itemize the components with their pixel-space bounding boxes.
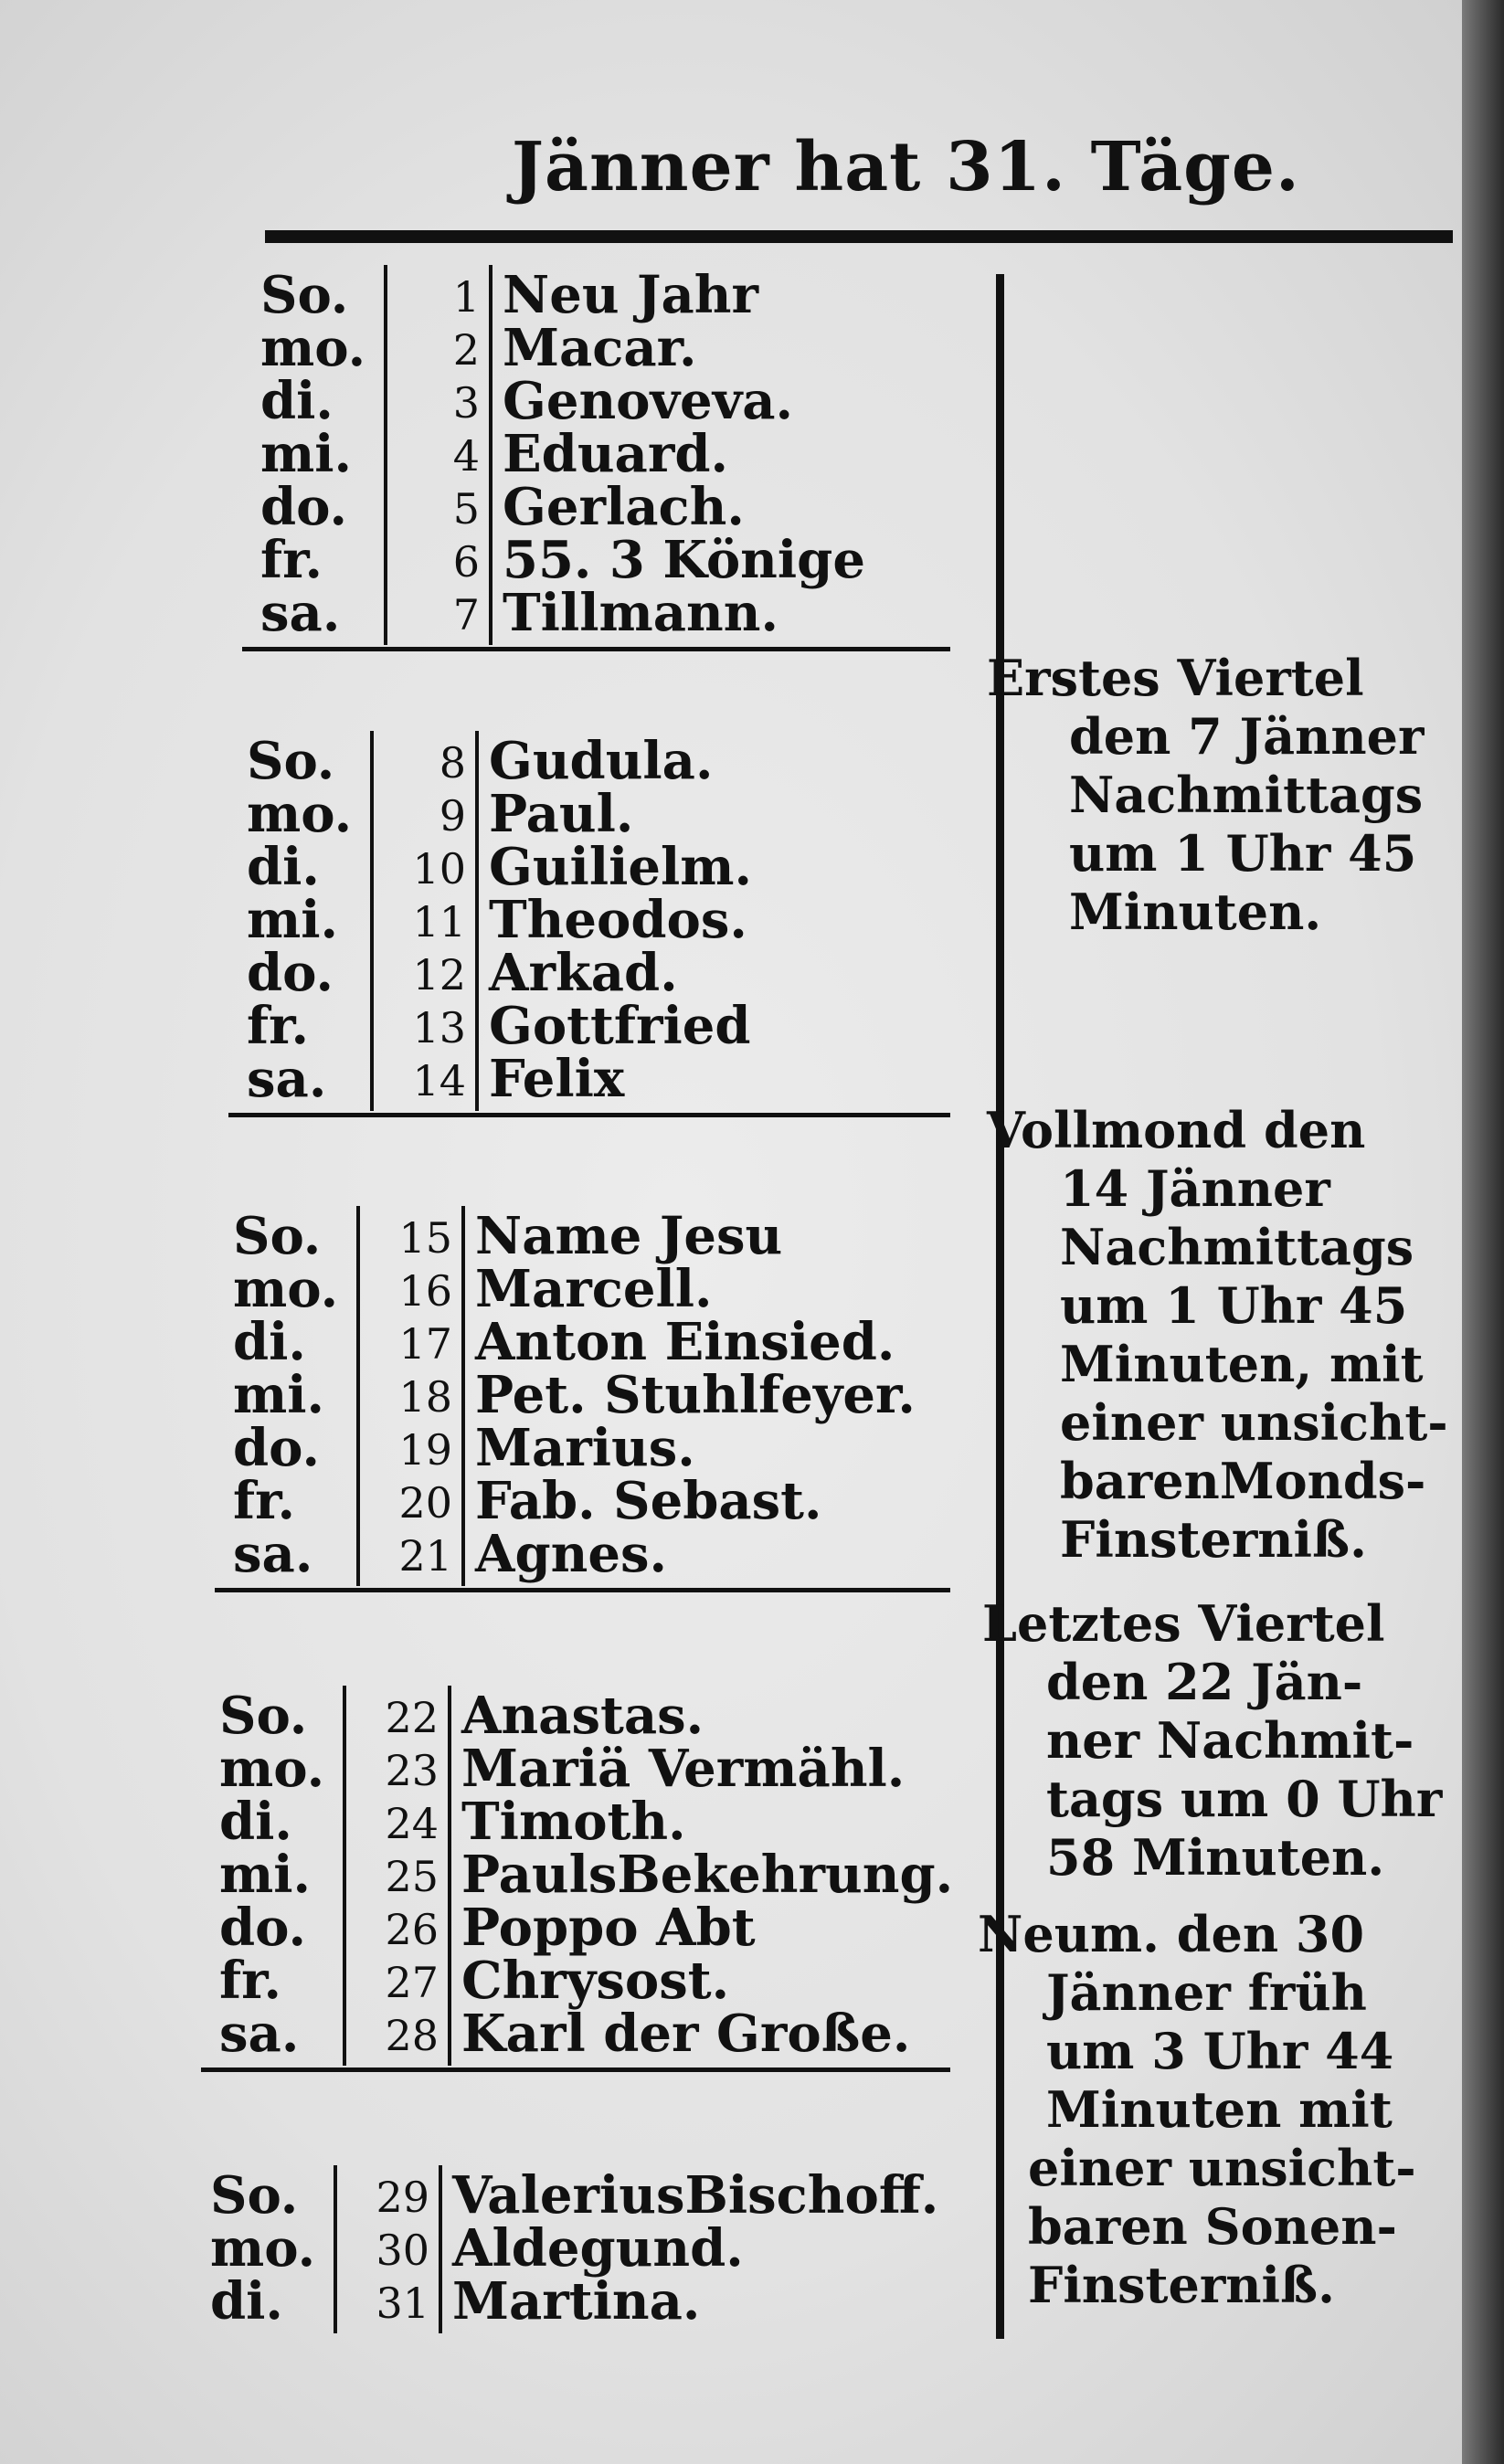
moon-line: Letztes Viertel — [982, 1594, 1385, 1653]
moon-line: den 7 Jänner — [1069, 707, 1425, 766]
day-of-week: sa. — [260, 583, 341, 643]
saint-name: Felix — [489, 1049, 625, 1109]
moon-phase-last-quarter — [982, 1594, 1442, 1887]
moon-line: 14 Jänner — [1060, 1159, 1330, 1218]
saint-name: 55. 3 Könige — [503, 530, 865, 590]
saint-name: Poppo Abt — [461, 1898, 756, 1958]
saint-name: Name Jesu — [475, 1206, 783, 1266]
week-divider-num — [448, 1686, 451, 2066]
moon-phase-full-moon — [987, 1101, 1448, 1569]
day-of-week: di. — [260, 371, 334, 431]
moon-line: um 3 Uhr 44 — [1046, 2022, 1394, 2080]
day-of-week: mo. — [247, 784, 353, 844]
day-number: 1 — [452, 272, 480, 322]
day-of-week: So. — [247, 731, 335, 791]
moon-line: Minuten mit — [1046, 2080, 1393, 2139]
day-number: 27 — [385, 1958, 439, 2007]
saint-name: Tillmann. — [503, 583, 778, 643]
moon-line: barenMonds- — [1060, 1452, 1426, 1510]
day-of-week: fr. — [233, 1471, 295, 1531]
moon-line: den 22 Jän- — [1046, 1653, 1363, 1711]
day-number: 10 — [412, 844, 466, 894]
top-rule — [265, 230, 1453, 243]
saint-name: Marcell. — [475, 1259, 713, 1319]
week-divider-dow — [334, 2165, 337, 2333]
saint-name: Anton Einsied. — [475, 1312, 895, 1372]
moon-line: baren Sonen- — [1028, 2197, 1397, 2256]
saint-name: Mariä Vermähl. — [461, 1739, 906, 1799]
moon-line: Jänner früh — [1046, 1963, 1367, 2022]
day-of-week: di. — [247, 837, 320, 897]
week-separator — [242, 647, 950, 651]
day-of-week: fr. — [219, 1951, 281, 2011]
day-number: 15 — [398, 1213, 452, 1263]
saint-name: Gudula. — [489, 731, 714, 791]
day-of-week: do. — [247, 943, 334, 1003]
moon-line: um 1 Uhr 45 — [1060, 1276, 1408, 1335]
day-of-week: di. — [210, 2271, 283, 2332]
day-number: 31 — [376, 2279, 429, 2328]
day-number: 24 — [385, 1799, 439, 1848]
day-of-week: sa. — [233, 1524, 313, 1584]
moon-line: Erstes Viertel — [987, 649, 1364, 707]
moon-line: ner Nachmit- — [1046, 1711, 1414, 1770]
moon-phase-first-quarter — [987, 649, 1424, 941]
day-of-week: fr. — [260, 530, 323, 590]
moon-line: Minuten, mit — [1060, 1335, 1424, 1393]
moon-line: einer unsicht- — [1060, 1393, 1448, 1452]
saint-name: Fab. Sebast. — [475, 1471, 822, 1531]
saint-name: PaulsBekehrung. — [461, 1845, 954, 1905]
day-number: 29 — [376, 2173, 429, 2222]
saint-name: Paul. — [489, 784, 634, 844]
day-of-week: mo. — [260, 318, 366, 378]
day-number: 8 — [439, 738, 466, 788]
day-of-week: mi. — [260, 424, 353, 484]
saint-name: Gerlach. — [503, 477, 745, 537]
week-divider-num — [489, 265, 493, 645]
day-of-week: fr. — [247, 996, 309, 1056]
saint-name: Aldegund. — [452, 2218, 744, 2279]
moon-line: Minuten. — [1069, 883, 1322, 941]
moon-line: Nachmittags — [1060, 1218, 1414, 1276]
day-number: 16 — [398, 1266, 452, 1316]
day-of-week: di. — [219, 1792, 292, 1852]
saint-name: Anastas. — [461, 1686, 704, 1746]
week-divider-dow — [384, 265, 387, 645]
day-number: 11 — [412, 897, 466, 946]
day-number: 14 — [412, 1056, 466, 1105]
week-divider-num — [439, 2165, 442, 2333]
moon-line: Neum. den 30 — [978, 1905, 1365, 1963]
day-of-week: mi. — [219, 1845, 312, 1905]
saint-name: Guilielm. — [489, 837, 753, 897]
day-of-week: do. — [260, 477, 348, 537]
saint-name: Arkad. — [489, 943, 678, 1003]
day-of-week: di. — [233, 1312, 306, 1372]
page-edge-shadow — [1462, 0, 1504, 2464]
day-number: 28 — [385, 2011, 439, 2060]
saint-name: Neu Jahr — [503, 265, 759, 325]
day-of-week: So. — [210, 2165, 299, 2226]
day-number: 20 — [398, 1478, 452, 1528]
week-divider-num — [461, 1206, 465, 1586]
saint-name: Timoth. — [461, 1792, 686, 1852]
moon-line: 58 Minuten. — [1046, 1828, 1385, 1887]
saint-name: Martina. — [452, 2271, 701, 2332]
day-number: 25 — [385, 1852, 439, 1901]
day-of-week: mo. — [210, 2218, 316, 2279]
day-number: 3 — [452, 378, 480, 428]
day-of-week: mi. — [247, 890, 339, 950]
day-number: 12 — [412, 950, 466, 999]
saint-name: Pet. Stuhlfeyer. — [475, 1365, 916, 1425]
moon-line: einer unsicht- — [1028, 2139, 1416, 2197]
saint-name: Theodos. — [489, 890, 747, 950]
day-number: 9 — [439, 791, 466, 841]
saint-name: Gottfried — [489, 996, 751, 1056]
day-of-week: sa. — [247, 1049, 327, 1109]
day-of-week: So. — [233, 1206, 322, 1266]
moon-line: Finsterniß. — [1028, 2256, 1335, 2314]
day-number: 7 — [452, 590, 480, 640]
day-of-week: So. — [260, 265, 349, 325]
week-divider-dow — [370, 731, 374, 1111]
saint-name: Eduard. — [503, 424, 728, 484]
saint-name: Agnes. — [475, 1524, 667, 1584]
week-divider-dow — [356, 1206, 360, 1586]
moon-line: Finsterniß. — [1060, 1510, 1367, 1569]
moon-line: Nachmittags — [1069, 766, 1424, 824]
day-number: 2 — [452, 325, 480, 375]
day-number: 21 — [398, 1531, 452, 1581]
day-number: 18 — [398, 1372, 452, 1422]
day-of-week: do. — [219, 1898, 307, 1958]
week-divider-num — [475, 731, 479, 1111]
day-number: 23 — [385, 1746, 439, 1795]
day-number: 4 — [452, 431, 480, 481]
day-number: 19 — [398, 1425, 452, 1475]
day-number: 26 — [385, 1905, 439, 1954]
saint-name: Karl der Große. — [461, 2004, 911, 2064]
week-separator — [201, 2067, 950, 2072]
moon-phase-new-moon — [978, 1905, 1416, 2314]
week-separator — [228, 1113, 950, 1117]
week-separator — [215, 1588, 950, 1592]
day-of-week: So. — [219, 1686, 308, 1746]
day-of-week: mo. — [233, 1259, 339, 1319]
day-of-week: do. — [233, 1418, 321, 1478]
day-number: 5 — [452, 484, 480, 534]
page-title: Jänner hat 31. Täge. — [512, 128, 1300, 206]
moon-line: um 1 Uhr 45 — [1069, 824, 1417, 883]
moon-line: Vollmond den — [987, 1101, 1366, 1159]
saint-name: Marius. — [475, 1418, 695, 1478]
day-of-week: sa. — [219, 2004, 300, 2064]
saint-name: Chrysost. — [461, 1951, 730, 2011]
week-divider-dow — [343, 1686, 346, 2066]
day-of-week: mo. — [219, 1739, 325, 1799]
day-number: 17 — [398, 1319, 452, 1369]
day-number: 6 — [452, 537, 480, 587]
day-number: 22 — [385, 1693, 439, 1742]
saint-name: Genoveva. — [503, 371, 794, 431]
saint-name: Macar. — [503, 318, 697, 378]
day-of-week: mi. — [233, 1365, 325, 1425]
day-number: 13 — [412, 1003, 466, 1052]
day-number: 30 — [376, 2226, 429, 2275]
moon-line: tags um 0 Uhr — [1046, 1770, 1443, 1828]
saint-name: ValeriusBischoff. — [452, 2165, 939, 2226]
